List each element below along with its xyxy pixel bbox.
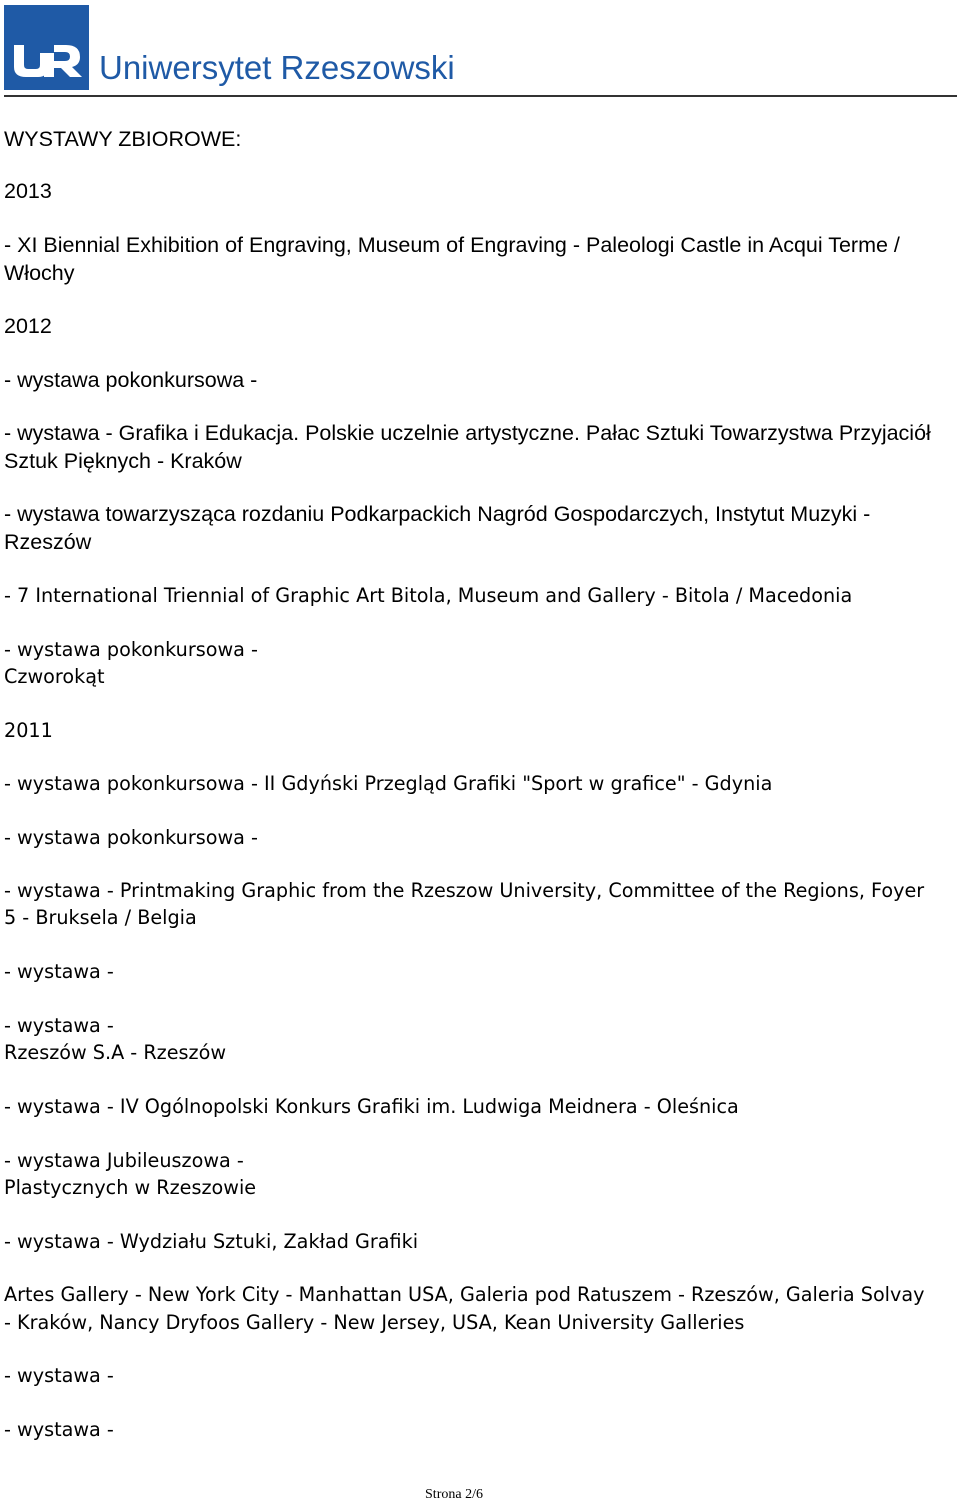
site-title: Uniwersytet Rzeszowski — [99, 49, 455, 86]
text-line: - wystawa pokonkursowa - II Gdyński Przegląd Grafiki "Sport w grafice" - Gdynia — [4, 772, 773, 795]
ur-logo-icon — [4, 5, 89, 90]
text-line: Artes Gallery - New York City - Manhattan USA, Galeria pod Ratuszem - Rzeszów, Galeria Solvay — [4, 1283, 925, 1306]
text-line: - 7 International Triennial of Graphic Art Bitola, Museum and Gallery - Bitola / Macedonia — [4, 584, 853, 607]
header-divider — [4, 95, 957, 97]
year-heading: 2012 — [4, 314, 52, 338]
text-line: - wystawa pokonkursowa - — [4, 638, 258, 661]
text-line: Rzeszów — [4, 530, 92, 554]
text-line: - XI Biennial Exhibition of Engraving, Museum of Engraving - Paleologi Castle in Acqui Terme / — [4, 233, 900, 257]
text-line: - wystawa Jubileuszowa - — [4, 1149, 244, 1172]
text-line: Czworokąt — [4, 665, 105, 688]
text-line: Sztuk Pięknych - Kraków — [4, 449, 242, 473]
text-line: Włochy — [4, 261, 75, 285]
text-line: - wystawa - IV Ogólnopolski Konkurs Grafiki im. Ludwiga Meidnera - Oleśnica — [4, 1095, 739, 1118]
text-line: - wystawa towarzysząca rozdaniu Podkarpackich Nagród Gospodarczych, Instytut Muzyki - — [4, 502, 871, 526]
page-number: Strona 2/6 — [425, 1487, 483, 1502]
section-heading: WYSTAWY ZBIOROWE: — [4, 127, 242, 151]
university-logo — [4, 5, 89, 90]
year-heading: 2011 — [4, 719, 53, 742]
text-line: - wystawa - — [4, 1014, 114, 1037]
text-line: Plastycznych w Rzeszowie — [4, 1176, 257, 1199]
text-line: - wystawa pokonkursowa - — [4, 368, 258, 392]
text-line: - wystawa - Grafika i Edukacja. Polskie uczelnie artystyczne. Pałac Sztuki Towarzystwa Przyjaciół — [4, 421, 931, 445]
year-heading: 2013 — [4, 179, 52, 203]
text-line: - wystawa - — [4, 1364, 114, 1387]
text-line: - wystawa - — [4, 960, 114, 983]
text-line: - wystawa pokonkursowa - — [4, 826, 258, 849]
text-line: - wystawa - Wydziału Sztuki, Zakład Grafiki — [4, 1230, 419, 1253]
text-line: - wystawa - — [4, 1418, 114, 1441]
text-line: - wystawa - Printmaking Graphic from the Rzeszow University, Committee of the Regions, Foyer — [4, 879, 925, 902]
text-line: - Kraków, Nancy Dryfoos Gallery - New Jersey, USA, Kean University Galleries — [4, 1311, 745, 1334]
text-line: Rzeszów S.A - Rzeszów — [4, 1041, 227, 1064]
text-line: 5 - Bruksela / Belgia — [4, 906, 197, 929]
page-header — [4, 5, 957, 97]
